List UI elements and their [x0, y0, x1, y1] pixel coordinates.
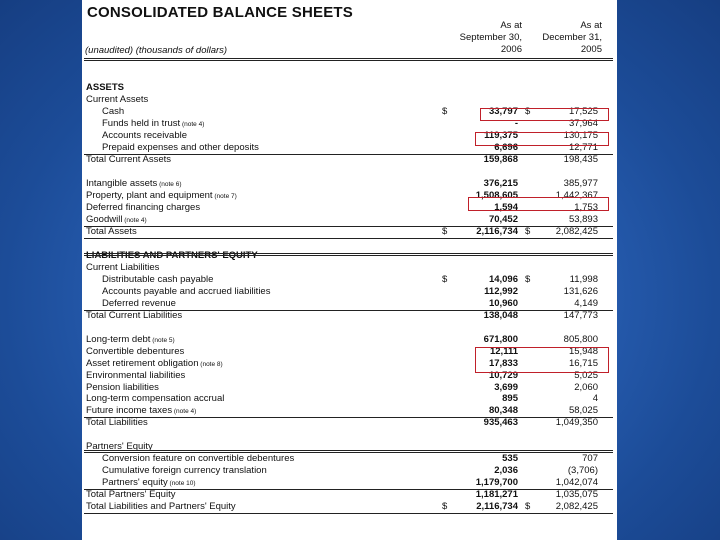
row-label-text: Current Assets [86, 93, 149, 105]
row-label-text: Long-term debt [86, 333, 151, 345]
value-2005: 385,977 [563, 177, 598, 189]
value-2005: (3,706) [567, 465, 598, 477]
value-2006: 112,992 [484, 285, 518, 297]
row-label-text: Total Current Assets [86, 153, 172, 165]
statement-row [82, 418, 617, 430]
value-2006: 138,048 [483, 309, 518, 321]
value-2006: 671,800 [483, 333, 518, 345]
value-2005: 2,082,425 [555, 225, 598, 237]
section-divider [84, 253, 613, 254]
row-label-text: Environmental liabilities [86, 369, 186, 381]
row-label-text: ASSETS [86, 82, 125, 93]
row-label-text: Pension liabilities [86, 381, 159, 393]
row-label [86, 83, 124, 93]
value-2005: 2,060 [574, 381, 598, 393]
row-label-text: Partners' Equity [86, 441, 153, 453]
row-label [86, 155, 171, 165]
row-label-text: Goodwill [86, 213, 123, 225]
value-2006: 12,111 [489, 345, 518, 357]
row-label-text: Intangible assets [86, 177, 158, 189]
row-label-text: Accounts payable and accrued liabilities [102, 285, 271, 297]
row-label-text: Accounts receivable [102, 129, 188, 141]
currency-symbol: $ [442, 105, 448, 117]
value-2006: 1,179,700 [475, 477, 518, 489]
row-label [102, 287, 270, 297]
row-label-text: Deferred revenue [102, 297, 176, 309]
column-header-line: 2006 [500, 44, 522, 55]
value-2006: 935,463 [483, 417, 518, 429]
value-2005: 53,893 [568, 213, 598, 225]
value-2005: 1,049,350 [555, 417, 598, 429]
section-divider [84, 450, 613, 451]
value-2006: 70,452 [488, 213, 518, 225]
statement-row [82, 311, 617, 323]
value-2005: 37,964 [568, 117, 598, 129]
row-label [86, 335, 175, 345]
value-2005: 707 [582, 453, 598, 465]
column-header-line: December 31, [542, 32, 602, 43]
currency-symbol: $ [442, 273, 448, 285]
section-divider [84, 452, 613, 453]
row-label-text: Partners' equity [102, 477, 168, 489]
value-2005: 5,025 [574, 369, 598, 381]
note-reference: (note 5) [150, 336, 175, 344]
row-label-text: Deferred financing charges [86, 201, 201, 213]
value-2006: 535 [502, 453, 518, 465]
value-2005: 1,753 [574, 201, 598, 213]
row-label-text: Cumulative foreign currency translation [102, 465, 267, 477]
row-label-text: Distributable cash payable [102, 273, 214, 285]
row-label-text: Current Liabilities [86, 261, 160, 273]
row-label [86, 347, 184, 357]
value-2005: 4 [592, 393, 598, 405]
note-reference: (note 4) [172, 408, 197, 416]
highlight-ppe [468, 197, 609, 211]
row-label [102, 275, 213, 285]
row-label [86, 383, 159, 393]
row-label [86, 394, 224, 404]
column-header-line: As at [580, 20, 602, 31]
row-label [86, 490, 175, 500]
column-header-line: As at [500, 20, 522, 31]
value-2006: 3,699 [494, 381, 518, 393]
row-label-text: LIABILITIES AND PARTNERS' EQUITY [86, 249, 258, 261]
value-2006: 10,960 [488, 297, 518, 309]
value-2005: 11,998 [569, 273, 598, 285]
value-2006: 119,375 [484, 129, 518, 141]
value-2006: 17,833 [488, 357, 518, 369]
row-label [102, 119, 204, 129]
value-2005: 147,773 [563, 309, 598, 321]
row-label [102, 478, 196, 488]
document-title: CONSOLIDATED BALANCE SHEETS [87, 4, 353, 21]
row-label-text: Convertible debentures [86, 345, 185, 357]
value-2006: 1,181,271 [475, 489, 518, 501]
row-label [102, 466, 267, 476]
row-label-text: Total Liabilities [86, 417, 148, 429]
row-label-text: Funds held in trust [102, 117, 181, 129]
currency-symbol: $ [525, 105, 531, 117]
value-2005: 12,771 [568, 141, 598, 153]
row-label [86, 215, 147, 225]
balance-sheet-document [82, 0, 617, 540]
value-2005: 1,035,075 [555, 489, 598, 501]
value-2005: 4,149 [574, 297, 598, 309]
row-label-text: Total Partners' Equity [86, 489, 176, 501]
highlight-receivables [475, 129, 609, 146]
value-2006: 376,215 [483, 177, 518, 189]
value-2006: 6,696 [494, 141, 518, 153]
row-label [86, 371, 185, 381]
row-label [86, 203, 200, 213]
value-2006: 1,594 [494, 201, 518, 213]
currency-symbol: $ [525, 501, 531, 513]
note-reference: (note 10) [167, 480, 196, 488]
value-2006: 10,729 [488, 369, 518, 381]
row-label-text: Asset retirement obligation [86, 357, 199, 369]
row-label-text: Conversion feature on convertible debentures [102, 453, 295, 465]
note-reference: (note 6) [157, 180, 182, 188]
highlight-debt [475, 347, 609, 373]
value-2006: - [514, 117, 518, 129]
value-2005: 131,626 [563, 285, 598, 297]
value-2005: 58,025 [568, 405, 598, 417]
row-label-text: Total Current Liabilities [86, 309, 183, 321]
value-2006: 2,116,734 [476, 501, 518, 513]
row-label [86, 418, 148, 428]
column-header-line: September 30, [459, 32, 522, 43]
value-2006: 895 [502, 393, 518, 405]
value-2005: 1,442,367 [555, 189, 598, 201]
value-2006: 80,348 [488, 405, 518, 417]
statement-row [82, 95, 617, 107]
row-label-text: Total Assets [86, 225, 137, 237]
column-header-line: 2005 [580, 44, 602, 55]
header-divider [84, 58, 613, 59]
value-2006: 33,797 [488, 105, 518, 117]
row-label-text: Long-term compensation accrual [86, 393, 225, 405]
row-label [102, 299, 176, 309]
statement-row [82, 430, 617, 442]
statement-row [82, 155, 617, 167]
value-2005: 198,435 [563, 153, 598, 165]
note-reference: (note 8) [198, 360, 223, 368]
column-header-sep-2006 [458, 20, 522, 56]
value-2006: 2,116,734 [476, 225, 518, 237]
currency-symbol: $ [442, 225, 448, 237]
currency-symbol: $ [442, 501, 448, 513]
value-2006: 159,868 [483, 153, 518, 165]
row-label [102, 107, 124, 117]
row-label-text: Property, plant and equipment [86, 189, 213, 201]
section-divider [84, 255, 613, 256]
value-2005: 16,715 [568, 357, 598, 369]
row-label-text: Total Liabilities and Partners' Equity [86, 501, 236, 513]
currency-symbol: $ [525, 273, 531, 285]
row-label-text: Prepaid expenses and other deposits [102, 141, 259, 153]
currency-symbol: $ [525, 225, 531, 237]
row-label [86, 311, 182, 321]
row-label [86, 227, 137, 237]
row-label [86, 359, 223, 369]
value-2006: 2,036 [494, 465, 518, 477]
row-label [102, 143, 259, 153]
note-reference: (note 4) [122, 216, 147, 224]
value-2005: 1,042,074 [555, 477, 598, 489]
value-2005: 805,800 [563, 333, 598, 345]
row-label-text: Cash [102, 105, 125, 117]
row-label [86, 191, 237, 201]
row-label [102, 131, 187, 141]
units-subtitle: (unaudited) (thousands of dollars) [85, 45, 228, 56]
total-rule [84, 513, 613, 514]
highlight-cash [480, 105, 609, 121]
value-2005: 15,948 [568, 345, 598, 357]
statement-row [82, 323, 617, 335]
header-divider [84, 60, 613, 61]
row-label-text: Future income taxes [86, 405, 173, 417]
value-2005: 17,525 [568, 105, 598, 117]
note-reference: (note 7) [212, 192, 237, 200]
row-label [86, 179, 182, 189]
value-2005: 2,082,425 [555, 501, 598, 513]
row-label [86, 95, 148, 105]
row-label [86, 502, 236, 512]
column-header-dec-2005 [534, 20, 602, 56]
value-2005: 130,175 [563, 129, 598, 141]
row-label [86, 263, 159, 273]
row-label [102, 454, 294, 464]
statement-row [82, 167, 617, 179]
value-2006: 14,096 [488, 273, 518, 285]
row-label [86, 406, 196, 416]
note-reference: (note 4) [180, 120, 205, 128]
statement-row [82, 83, 617, 95]
value-2006: 1,508,605 [475, 189, 518, 201]
